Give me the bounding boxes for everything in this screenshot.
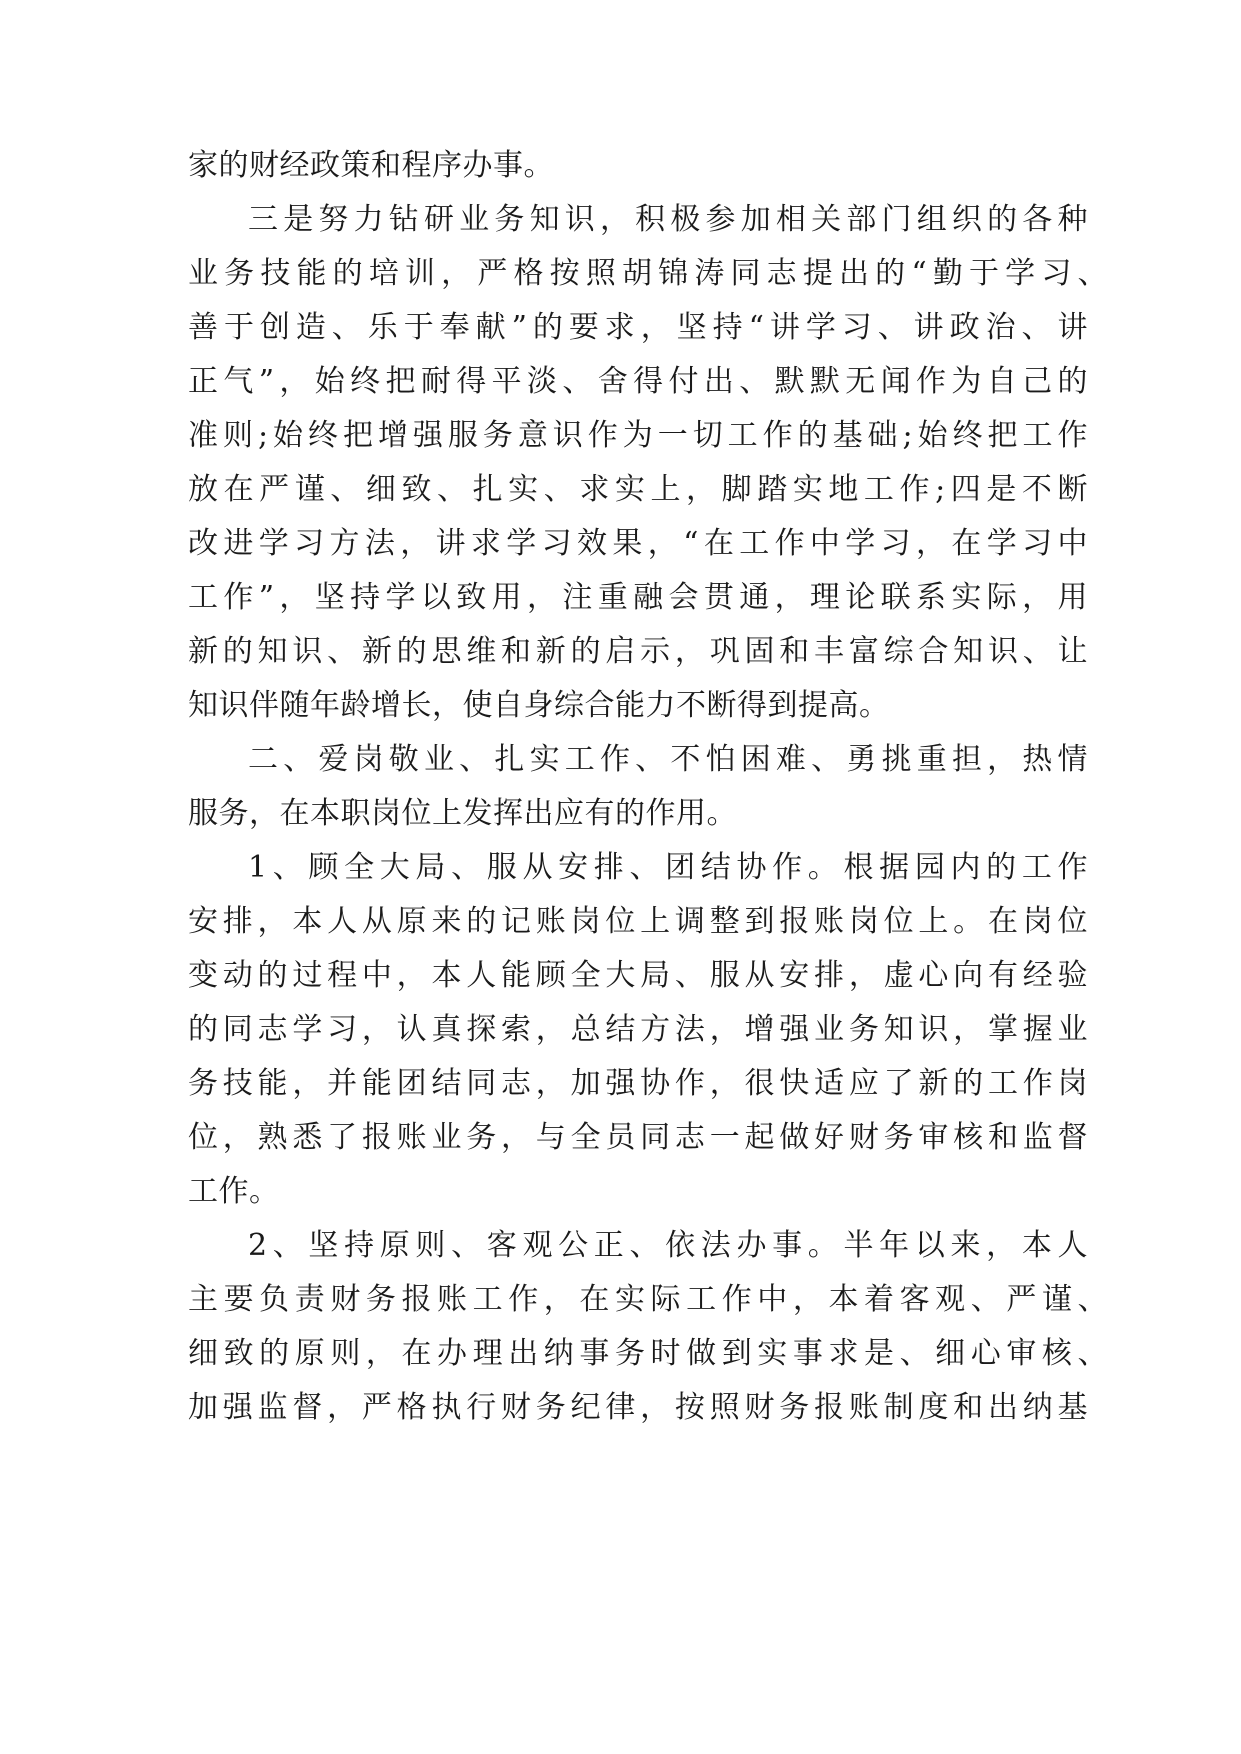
paragraph-1-line-7: 改进学习方法，讲求学习效果，“在工作中学习，在学习中	[188, 526, 1088, 561]
item-1-line-5: 务技能，并能团结同志，加强协作，很快适应了新的工作岗	[188, 1066, 1088, 1101]
item-2-line-4: 加强监督，严格执行财务纪律，按照财务报账制度和出纳基	[188, 1390, 1088, 1425]
item-1-line-4: 的同志学习，认真探索，总结方法，增强业务知识，掌握业	[188, 1012, 1088, 1047]
paragraph-1-line-3: 善于创造、乐于奉献”的要求，坚持“讲学习、讲政治、讲	[188, 310, 1088, 345]
paragraph-1-line-1: 三是努力钻研业务知识，积极参加相关部门组织的各种	[248, 202, 1088, 237]
item-1-line-3: 变动的过程中，本人能顾全大局、服从安排，虚心向有经验	[188, 958, 1088, 993]
item-2-line-3: 细致的原则，在办理出纳事务时做到实事求是、细心审核、	[188, 1336, 1108, 1371]
paragraph-1-line-5: 准则;始终把增强服务意识作为一切工作的基础;始终把工作	[188, 418, 1088, 453]
text-line-1: 家的财经政策和程序办事。	[188, 148, 554, 183]
section-two-heading-line-1: 二、爱岗敬业、扎实工作、不怕困难、勇挑重担，热情	[248, 742, 1088, 777]
item-1-line-1: 1、顾全大局、服从安排、团结协作。根据园内的工作	[248, 850, 1088, 885]
item-1-line-6: 位，熟悉了报账业务，与全员同志一起做好财务审核和监督	[188, 1120, 1088, 1155]
paragraph-1-line-8: 工作”，坚持学以致用，注重融会贯通，理论联系实际，用	[188, 580, 1088, 615]
item-2-line-1: 2、坚持原则、客观公正、依法办事。半年以来，本人	[248, 1228, 1088, 1263]
section-two-heading-line-2: 服务，在本职岗位上发挥出应有的作用。	[188, 796, 737, 831]
item-1-line-7: 工作。	[188, 1174, 280, 1209]
paragraph-1-line-9: 新的知识、新的思维和新的启示，巩固和丰富综合知识、让	[188, 634, 1088, 669]
paragraph-1-line-6: 放在严谨、细致、扎实、求实上，脚踏实地工作;四是不断	[188, 472, 1088, 507]
paragraph-1-line-2: 业务技能的培训，严格按照胡锦涛同志提出的“勤于学习、	[188, 256, 1108, 291]
item-2-line-2: 主要负责财务报账工作，在实际工作中，本着客观、严谨、	[188, 1282, 1108, 1317]
paragraph-1-line-10: 知识伴随年龄增长，使自身综合能力不断得到提高。	[188, 688, 890, 723]
paragraph-1-line-4: 正气”，始终把耐得平淡、舍得付出、默默无闻作为自己的	[188, 364, 1088, 399]
item-1-line-2: 安排，本人从原来的记账岗位上调整到报账岗位上。在岗位	[188, 904, 1088, 939]
